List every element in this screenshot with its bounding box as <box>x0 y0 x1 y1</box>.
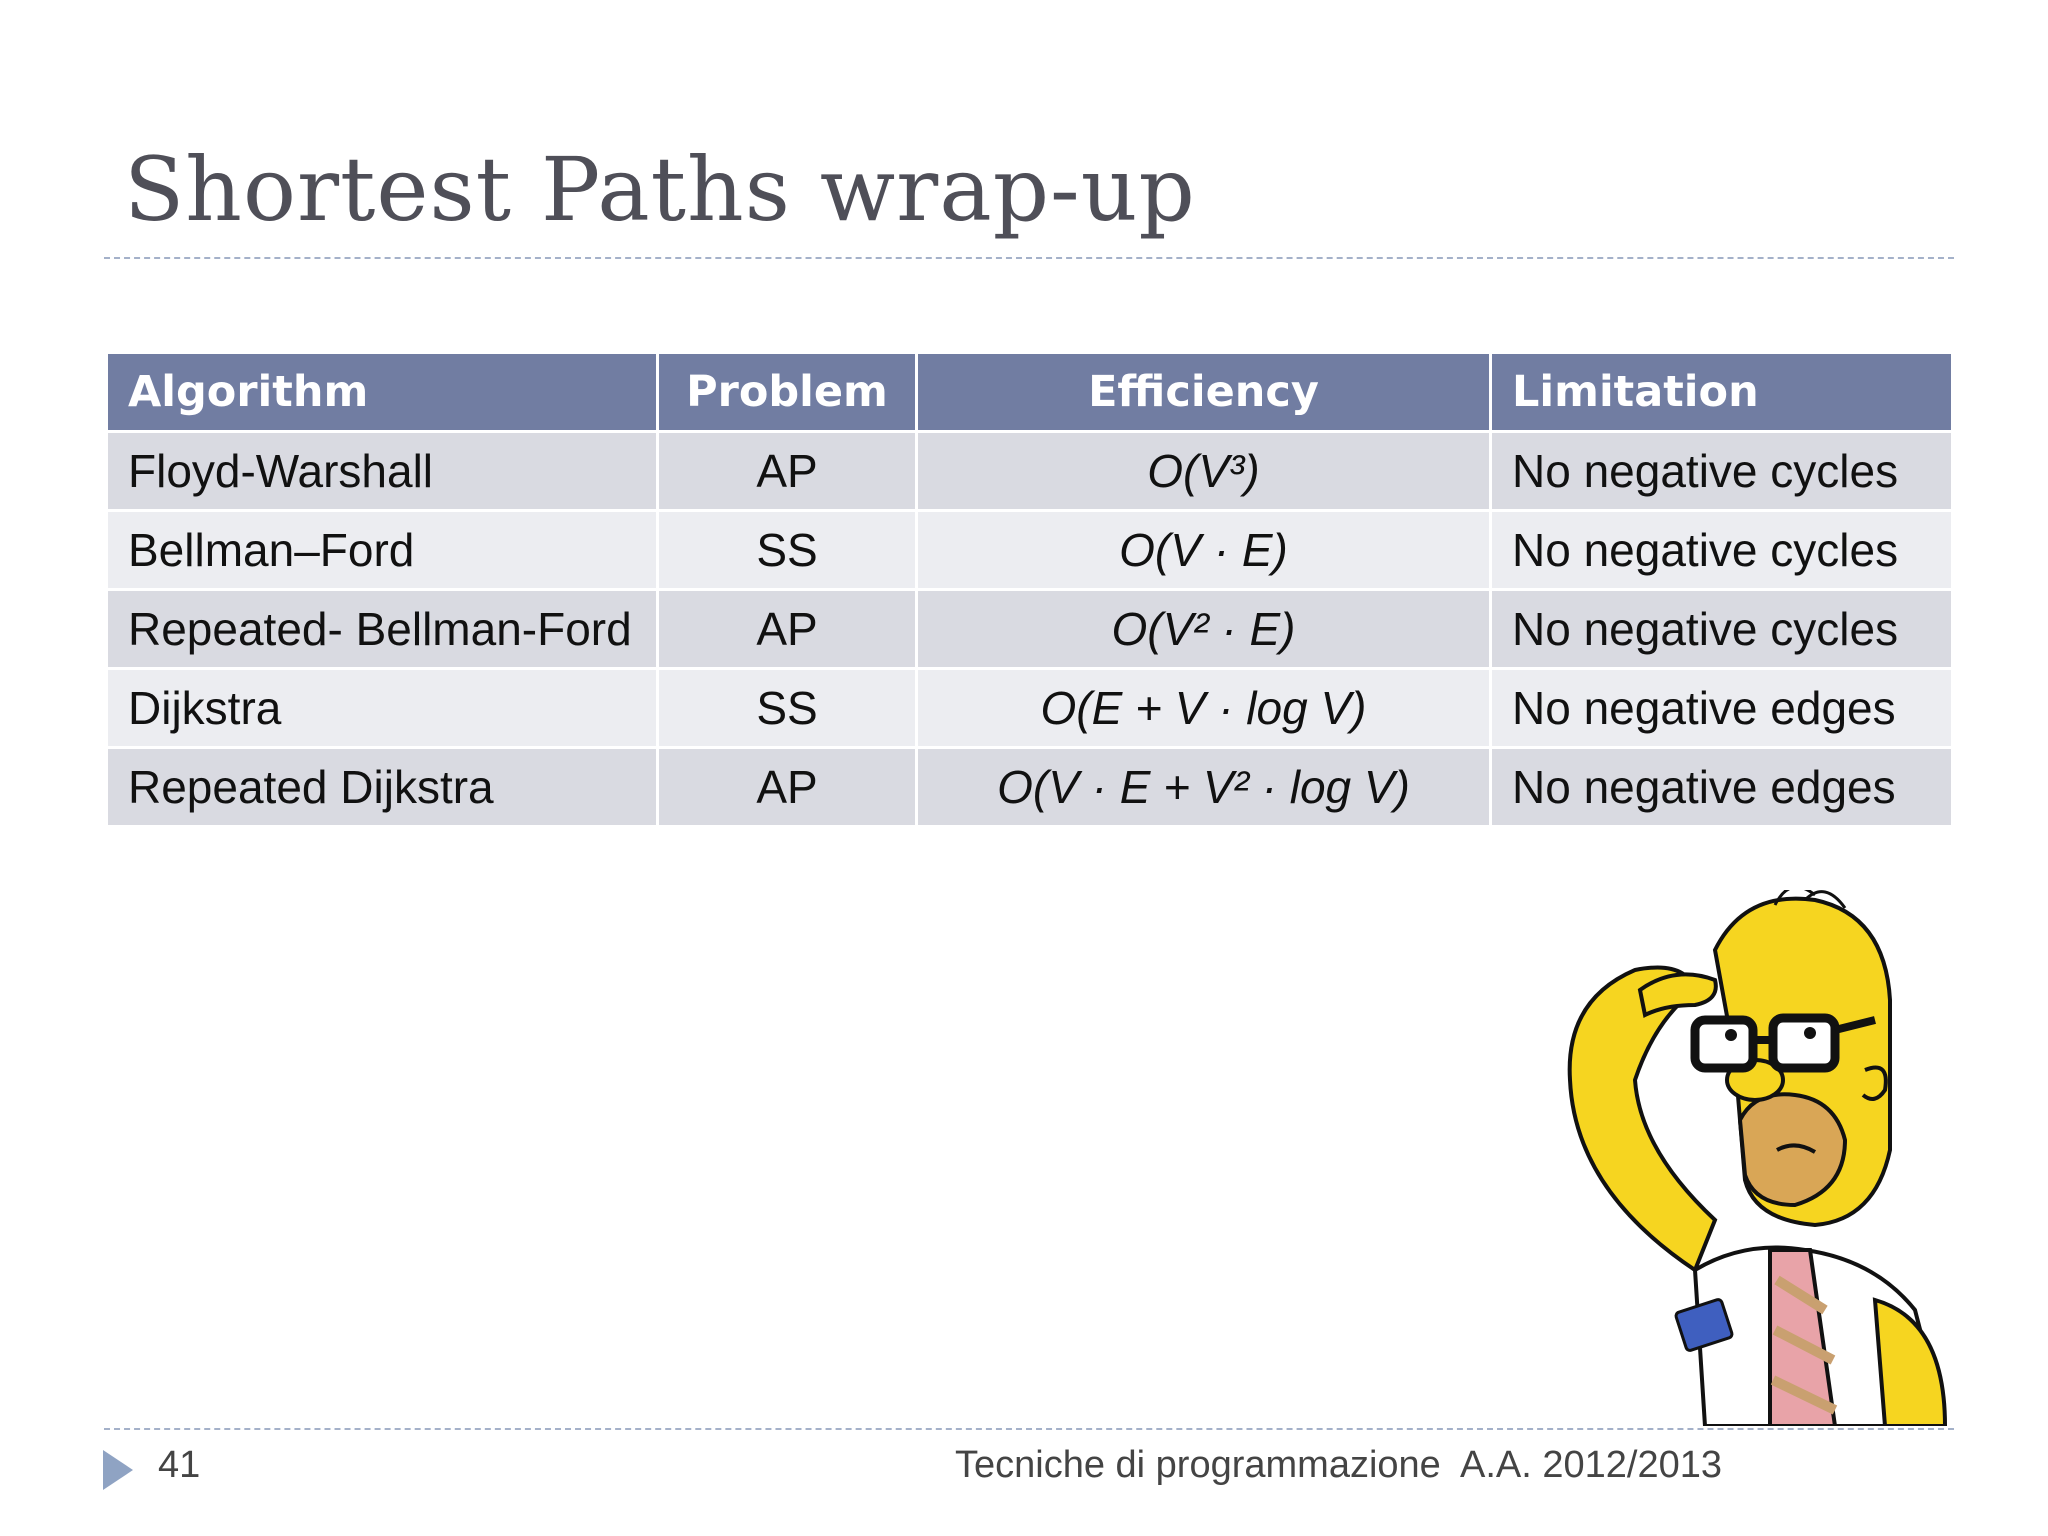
table-row <box>108 591 1951 667</box>
cell-algorithm: Repeated- Bellman-Ford <box>108 591 656 667</box>
ear-shape <box>1863 1068 1886 1100</box>
course-name: Tecniche di programmazione <box>955 1444 1441 1486</box>
cell-limitation: No negative edges <box>1492 749 1951 825</box>
table-row <box>108 433 1951 509</box>
slide-arrow-icon <box>103 1450 133 1490</box>
cell-problem: AP <box>659 749 915 825</box>
header-problem: Problem <box>659 354 915 430</box>
cell-problem: SS <box>659 512 915 588</box>
cell-algorithm: Bellman–Ford <box>108 512 656 588</box>
arm-shape <box>1875 1300 1945 1426</box>
cell-efficiency: O(V² · E) <box>918 591 1489 667</box>
cell-problem: SS <box>659 670 915 746</box>
header-efficiency: Efficiency <box>918 354 1489 430</box>
left-pupil <box>1725 1029 1737 1041</box>
cell-efficiency: O(V³) <box>918 433 1489 509</box>
right-pupil <box>1804 1027 1816 1039</box>
slide-title: Shortest Paths wrap-up <box>124 138 1196 241</box>
cell-algorithm: Repeated Dijkstra <box>108 749 656 825</box>
table-header-row <box>108 354 1951 430</box>
algorithms-table <box>105 351 1954 828</box>
thinking-character-illustration <box>1545 890 1965 1426</box>
glasses-right-lens <box>1773 1018 1835 1068</box>
cell-limitation: No negative cycles <box>1492 512 1951 588</box>
footer-divider <box>104 1428 1954 1430</box>
cell-limitation: No negative cycles <box>1492 591 1951 667</box>
cell-efficiency: O(V · E + V² · log V) <box>918 749 1489 825</box>
header-limitation: Limitation <box>1492 354 1951 430</box>
cell-problem: AP <box>659 591 915 667</box>
header-algorithm: Algorithm <box>108 354 656 430</box>
title-divider <box>104 257 1954 259</box>
cell-algorithm: Floyd-Warshall <box>108 433 656 509</box>
cell-limitation: No negative cycles <box>1492 433 1951 509</box>
table-row <box>108 749 1951 825</box>
table-row <box>108 512 1951 588</box>
cell-algorithm: Dijkstra <box>108 670 656 746</box>
slide-number: 41 <box>158 1444 201 1486</box>
cell-limitation: No negative edges <box>1492 670 1951 746</box>
cell-efficiency: O(E + V · log V) <box>918 670 1489 746</box>
table-row <box>108 670 1951 746</box>
academic-year: A.A. 2012/2013 <box>1460 1444 1722 1486</box>
raised-arm-shape <box>1570 968 1715 1271</box>
cell-problem: AP <box>659 433 915 509</box>
glasses-left-lens <box>1695 1020 1753 1068</box>
cell-efficiency: O(V · E) <box>918 512 1489 588</box>
